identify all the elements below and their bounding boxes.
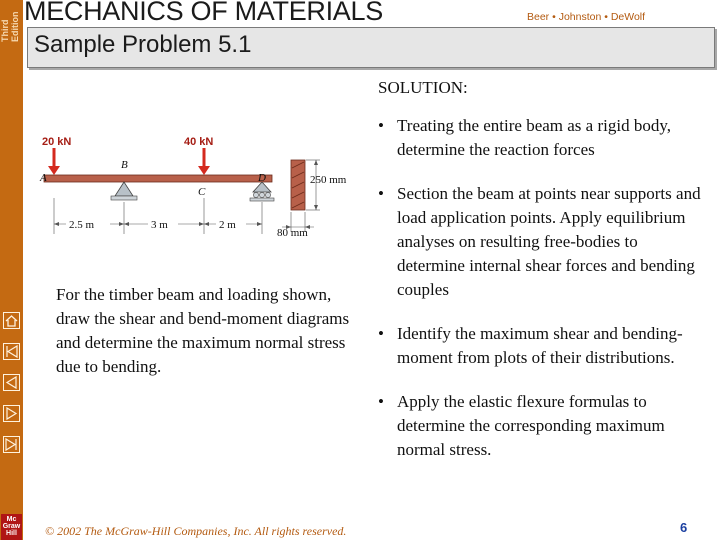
span-label-cd: 2 m [219,219,236,231]
slide-title-box [27,27,715,68]
solution-step [378,322,708,370]
load-label-20kn: 20 kN [42,136,72,148]
problem-statement: For the timber beam and loading shown, draw the shear and bend-moment diagrams and determine the maximum normal stress due to bending. [56,285,350,376]
span-label-bc: 3 m [151,219,168,231]
page-number: 6 [680,520,688,535]
roller-support-d [250,182,274,201]
header-authors: Beer • Johnston • DeWolf [527,11,646,23]
point-label-d: D [258,172,266,184]
pin-support-b [111,182,137,200]
solution-step [378,182,708,302]
edition-label: Third Edition [0,11,20,42]
first-slide-button[interactable] [3,343,20,360]
last-slide-icon [4,437,19,452]
solution-step-text: Treating the entire beam as a rigid body, determine the reaction forces [397,116,671,159]
span-label-ab: 2.5 m [69,219,95,231]
previous-slide-button[interactable] [3,374,20,391]
beam-diagram [36,128,366,240]
solution-step [378,114,708,162]
solution-step-text: Apply the elastic flexure formulas to determine the corresponding maximum normal stress. [397,392,665,459]
section-width-label: 80 mm [277,227,308,239]
bullet-icon: • [378,392,384,411]
solution-step [378,390,708,462]
last-slide-button[interactable] [3,436,20,453]
home-icon [4,313,19,328]
bullet-icon: • [378,184,384,203]
slide-title: Sample Problem 5.1 [34,31,252,58]
next-slide-icon [4,406,19,421]
beam-cross-section [291,160,305,210]
point-label-a: A [40,172,47,184]
solution-step-text: Section the beam at points near supports and load application points. Apply equilibrium analyses on resulting free-bodies to determine internal shear forces and bending couples [397,184,701,299]
bullet-icon: • [378,116,384,135]
section-height-label: 250 mm [310,174,347,186]
load-arrow-20kn [48,148,60,175]
home-button[interactable] [3,312,20,329]
previous-slide-icon [4,375,19,390]
sidebar [0,0,23,540]
point-label-b: B [121,159,128,171]
copyright-footer: © 2002 The McGraw-Hill Companies, Inc. All rights reserved. [45,524,347,538]
first-slide-icon [4,344,19,359]
load-label-40kn: 40 kN [184,136,214,148]
solution-steps [378,114,708,482]
header-title: MECHANICS OF MATERIALS [24,0,383,26]
bullet-icon: • [378,324,384,343]
publisher-logo: Mc Graw Hill [1,514,22,540]
load-arrow-40kn [198,148,210,175]
solution-heading: SOLUTION: [378,78,468,97]
timber-beam [44,175,272,182]
next-slide-button[interactable] [3,405,20,422]
solution-step-text: Identify the maximum shear and bending-moment from plots of their distributions. [397,324,683,367]
point-label-c: C [198,186,206,198]
